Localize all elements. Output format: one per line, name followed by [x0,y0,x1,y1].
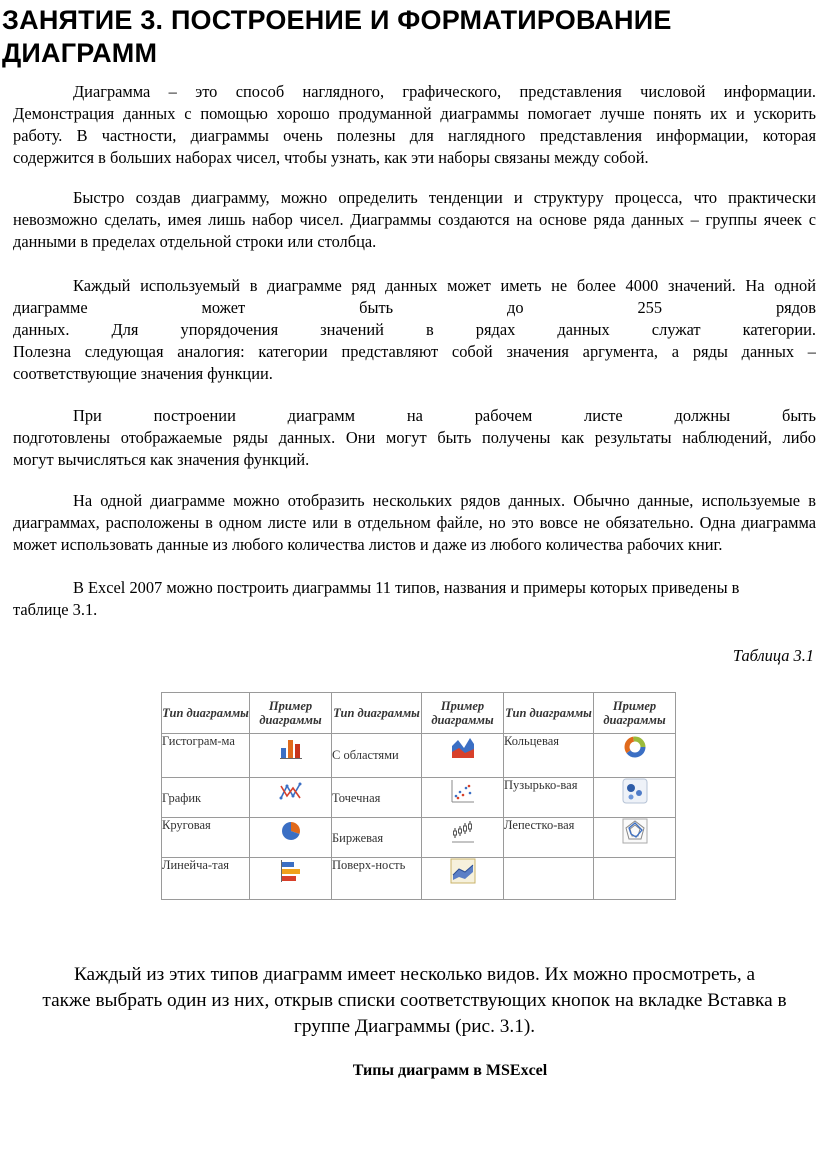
bar-chart-icon [278,858,304,884]
paragraph-4 [13,405,816,471]
chart-type-name: Точечная [332,778,422,818]
paragraph-5 [13,490,816,556]
closing-line: Каждый из этих типов диаграмм имеет несколько видов. Их можно просмотреть, а [73,964,756,985]
surface-chart-icon [450,858,476,884]
area-chart-icon [450,734,476,760]
line-chart-icon [278,778,304,804]
chart-type-name: Поверх-ность [332,858,422,900]
chart-type-name: Круговая [162,818,250,858]
paragraph-line: Полезна следующая аналогия: категории представляют собой значения аргумента, а ряды данных – [13,342,816,361]
chart-type-name: Биржевая [332,818,422,858]
paragraph-line: невозможно сделать, имея лишь набор чисел. Диаграммы создаются на основе ряда данных – группы ячеек с [13,210,816,229]
table-row [162,858,676,900]
paragraph-line: На одной диаграмме можно отобразить нескольких рядов данных. Обычно данные, используемые в [73,491,816,510]
chart-type-name: Линейча-тая [162,858,250,900]
doughnut-chart-icon [622,734,648,760]
paragraph-line: Каждый используемый в диаграмме ряд данных может иметь не более 4000 значений. На одной [73,276,816,295]
paragraph-3 [13,275,816,385]
paragraph-line: подготовлены отображаемые ряды данных. Они могут быть получены как результаты наблюдений, либо [13,428,816,447]
chart-type-name: Лепестко-вая [504,818,594,858]
paragraph-line: содержится в больших наборах чисел, чтобы узнать, как эти наборы связаны между собой. [13,148,649,167]
table-header-row [162,693,676,734]
figure-caption: Типы диаграмм в MSExcel [352,1062,548,1079]
header-type: Тип диаграммы [162,693,250,734]
paragraph-line: Демонстрация данных с помощью хорошо продуманной диаграммы помогает лучше понять их и ускорить [13,104,816,123]
chart-type-name: Пузырько-вая [504,778,594,818]
radar-chart-icon [622,818,648,844]
closing-line: группе Диаграммы (рис. 3.1). [293,1016,536,1037]
chart-types-table [161,692,676,900]
scatter-chart-icon [450,778,476,804]
table-row [162,818,676,858]
chart-type-name: Гистограм-ма [162,734,250,778]
paragraph-line: могут вычисляться как значения функций. [13,450,310,469]
paragraph-line: В Excel 2007 можно построить диаграммы 11 типов, названия и примеры которых приведены в [73,578,740,597]
paragraph-line: диаграмме может быть до 255 рядов [13,298,816,317]
empty-cell [504,858,594,900]
paragraph-line: Диаграмма – это способ наглядного, графического, представления числовой информации. [73,82,816,101]
header-type: Тип диаграммы [504,693,594,734]
table-caption: Таблица 3.1 [732,646,814,665]
closing-paragraph [13,962,816,1040]
chart-type-name: Кольцевая [504,734,594,778]
table-row [162,778,676,818]
page-title [2,4,814,70]
title-line-1: ЗАНЯТИЕ 3. ПОСТРОЕНИЕ И ФОРМАТИРОВАНИЕ [2,5,672,35]
pie-chart-icon [278,818,304,844]
paragraph-6 [13,577,816,621]
paragraph-line: диаграммах, расположены в одном листе или в отдельном файле, но это вовсе не обязательно. Одна диаграмма [13,513,816,532]
header-example: Пример диаграммы [422,693,504,734]
paragraph-line: данными в пределах отдельной строки или столбца. [13,232,377,251]
chart-type-name: С областями [332,734,422,778]
chart-type-name: График [162,778,250,818]
table-row [162,734,676,778]
header-example: Пример диаграммы [594,693,676,734]
empty-cell [594,858,676,900]
paragraph-line: работу. В частности, диаграммы очень полезны для наглядного представления информации, которая [13,126,816,145]
stock-chart-icon [450,818,476,844]
column-chart-icon [278,734,304,760]
paragraph-line: может использовать данные из любого количества листов и даже из любого количества рабочих книг. [13,535,723,554]
paragraph-line: соответствующие значения функции. [13,364,273,383]
paragraph-line: данных. Для упорядочения значений в рядах данных служат категории. [13,320,816,339]
paragraph-2 [13,187,816,253]
header-example: Пример диаграммы [250,693,332,734]
paragraph-1 [13,81,816,169]
closing-line: также выбрать один из них, открыв списки соответствующих кнопок на вкладке Вставка в [42,990,787,1011]
paragraph-line: При построении диаграмм на рабочем листе должны быть [73,406,816,425]
title-line-2: ДИАГРАММ [2,38,158,68]
paragraph-line: таблице 3.1. [13,600,98,619]
header-type: Тип диаграммы [332,693,422,734]
bubble-chart-icon [622,778,648,804]
paragraph-line: Быстро создав диаграмму, можно определить тенденции и структуру процесса, что практически [73,188,816,207]
